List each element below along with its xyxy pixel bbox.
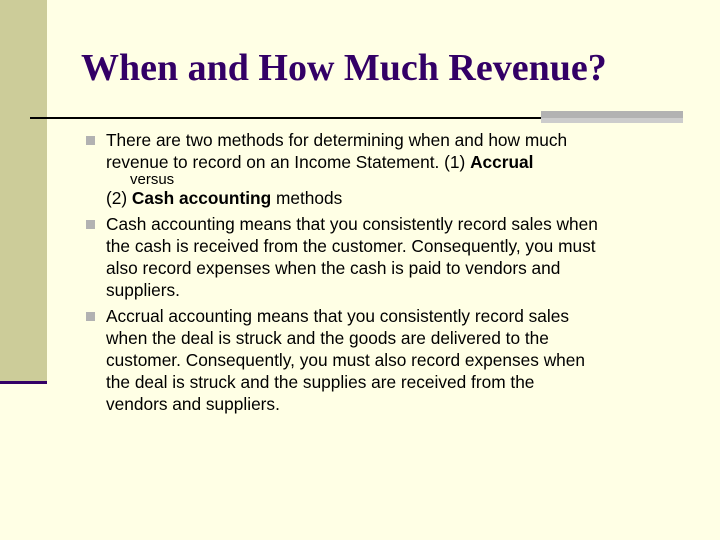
bullet-item-cash-accounting [86, 213, 686, 301]
bullet-line: vendors and suppliers. [106, 394, 280, 414]
bullet-line: the deal is struck and the supplies are received from the [106, 372, 535, 392]
left-decorative-band [0, 0, 47, 382]
slide-title: When and How Much Revenue? [81, 47, 607, 89]
bullet-bold-text: Cash accounting [131, 188, 272, 208]
bullet-line: when the deal is struck and the goods are delivered to the [106, 328, 549, 348]
bullet-line: customer. Consequently, you must also record expenses when [106, 350, 586, 370]
bullet-line: also record expenses when the cash is paid to vendors and [106, 258, 561, 278]
square-bullet-icon [86, 220, 95, 229]
bullet-line [106, 151, 686, 173]
bullet-line: the cash is received from the customer. Consequently, you must [106, 236, 596, 256]
left-band-rule [0, 381, 47, 384]
square-bullet-icon [86, 312, 95, 321]
bullet-line [106, 187, 686, 209]
bullet-line: There are two methods for determining when and how much [106, 130, 568, 150]
bullet-bold-text: Accrual [470, 152, 534, 172]
bullet-item-accrual-accounting [86, 305, 686, 415]
bullet-text: (2) [106, 188, 132, 208]
title-divider-accent-shadow [541, 118, 683, 123]
title-divider [30, 117, 542, 119]
bullet-line: Cash accounting means that you consistently record sales when [106, 214, 598, 234]
square-bullet-icon [86, 136, 95, 145]
bullet-list [86, 129, 686, 419]
bullet-sub-line: versus [130, 171, 175, 188]
bullet-text: revenue to record on an Income Statement. (1) [106, 152, 471, 172]
bullet-line: suppliers. [106, 280, 180, 300]
title-divider-accent [541, 111, 683, 118]
bullet-item-methods [86, 129, 686, 209]
bullet-line: Accrual accounting means that you consistently record sales [106, 306, 569, 326]
bullet-text: methods [271, 188, 343, 208]
